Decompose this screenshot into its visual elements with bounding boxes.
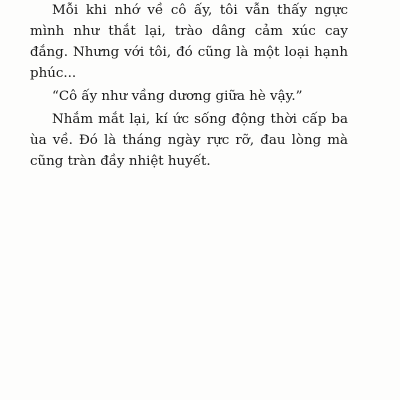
paragraph-3: Nhắm mắt lại, kí ức sống động thời cấp ba ùa về. Đó là tháng ngày rực rỡ, đau lòng mà cũng tràn đầy nhiệt huyết. xyxy=(30,112,348,169)
paragraph-2: “Cô ấy như vầng dương giữa hè vậy.” xyxy=(52,89,303,104)
body-text xyxy=(30,0,348,174)
paragraph-1: Mỗi khi nhớ về cô ấy, tôi vẫn thấy ngực mình như thắt lại, trào dâng cảm xúc cay đắng. Nhưng với tôi, đó cũng là một loại hạnh phúc... xyxy=(30,3,348,81)
